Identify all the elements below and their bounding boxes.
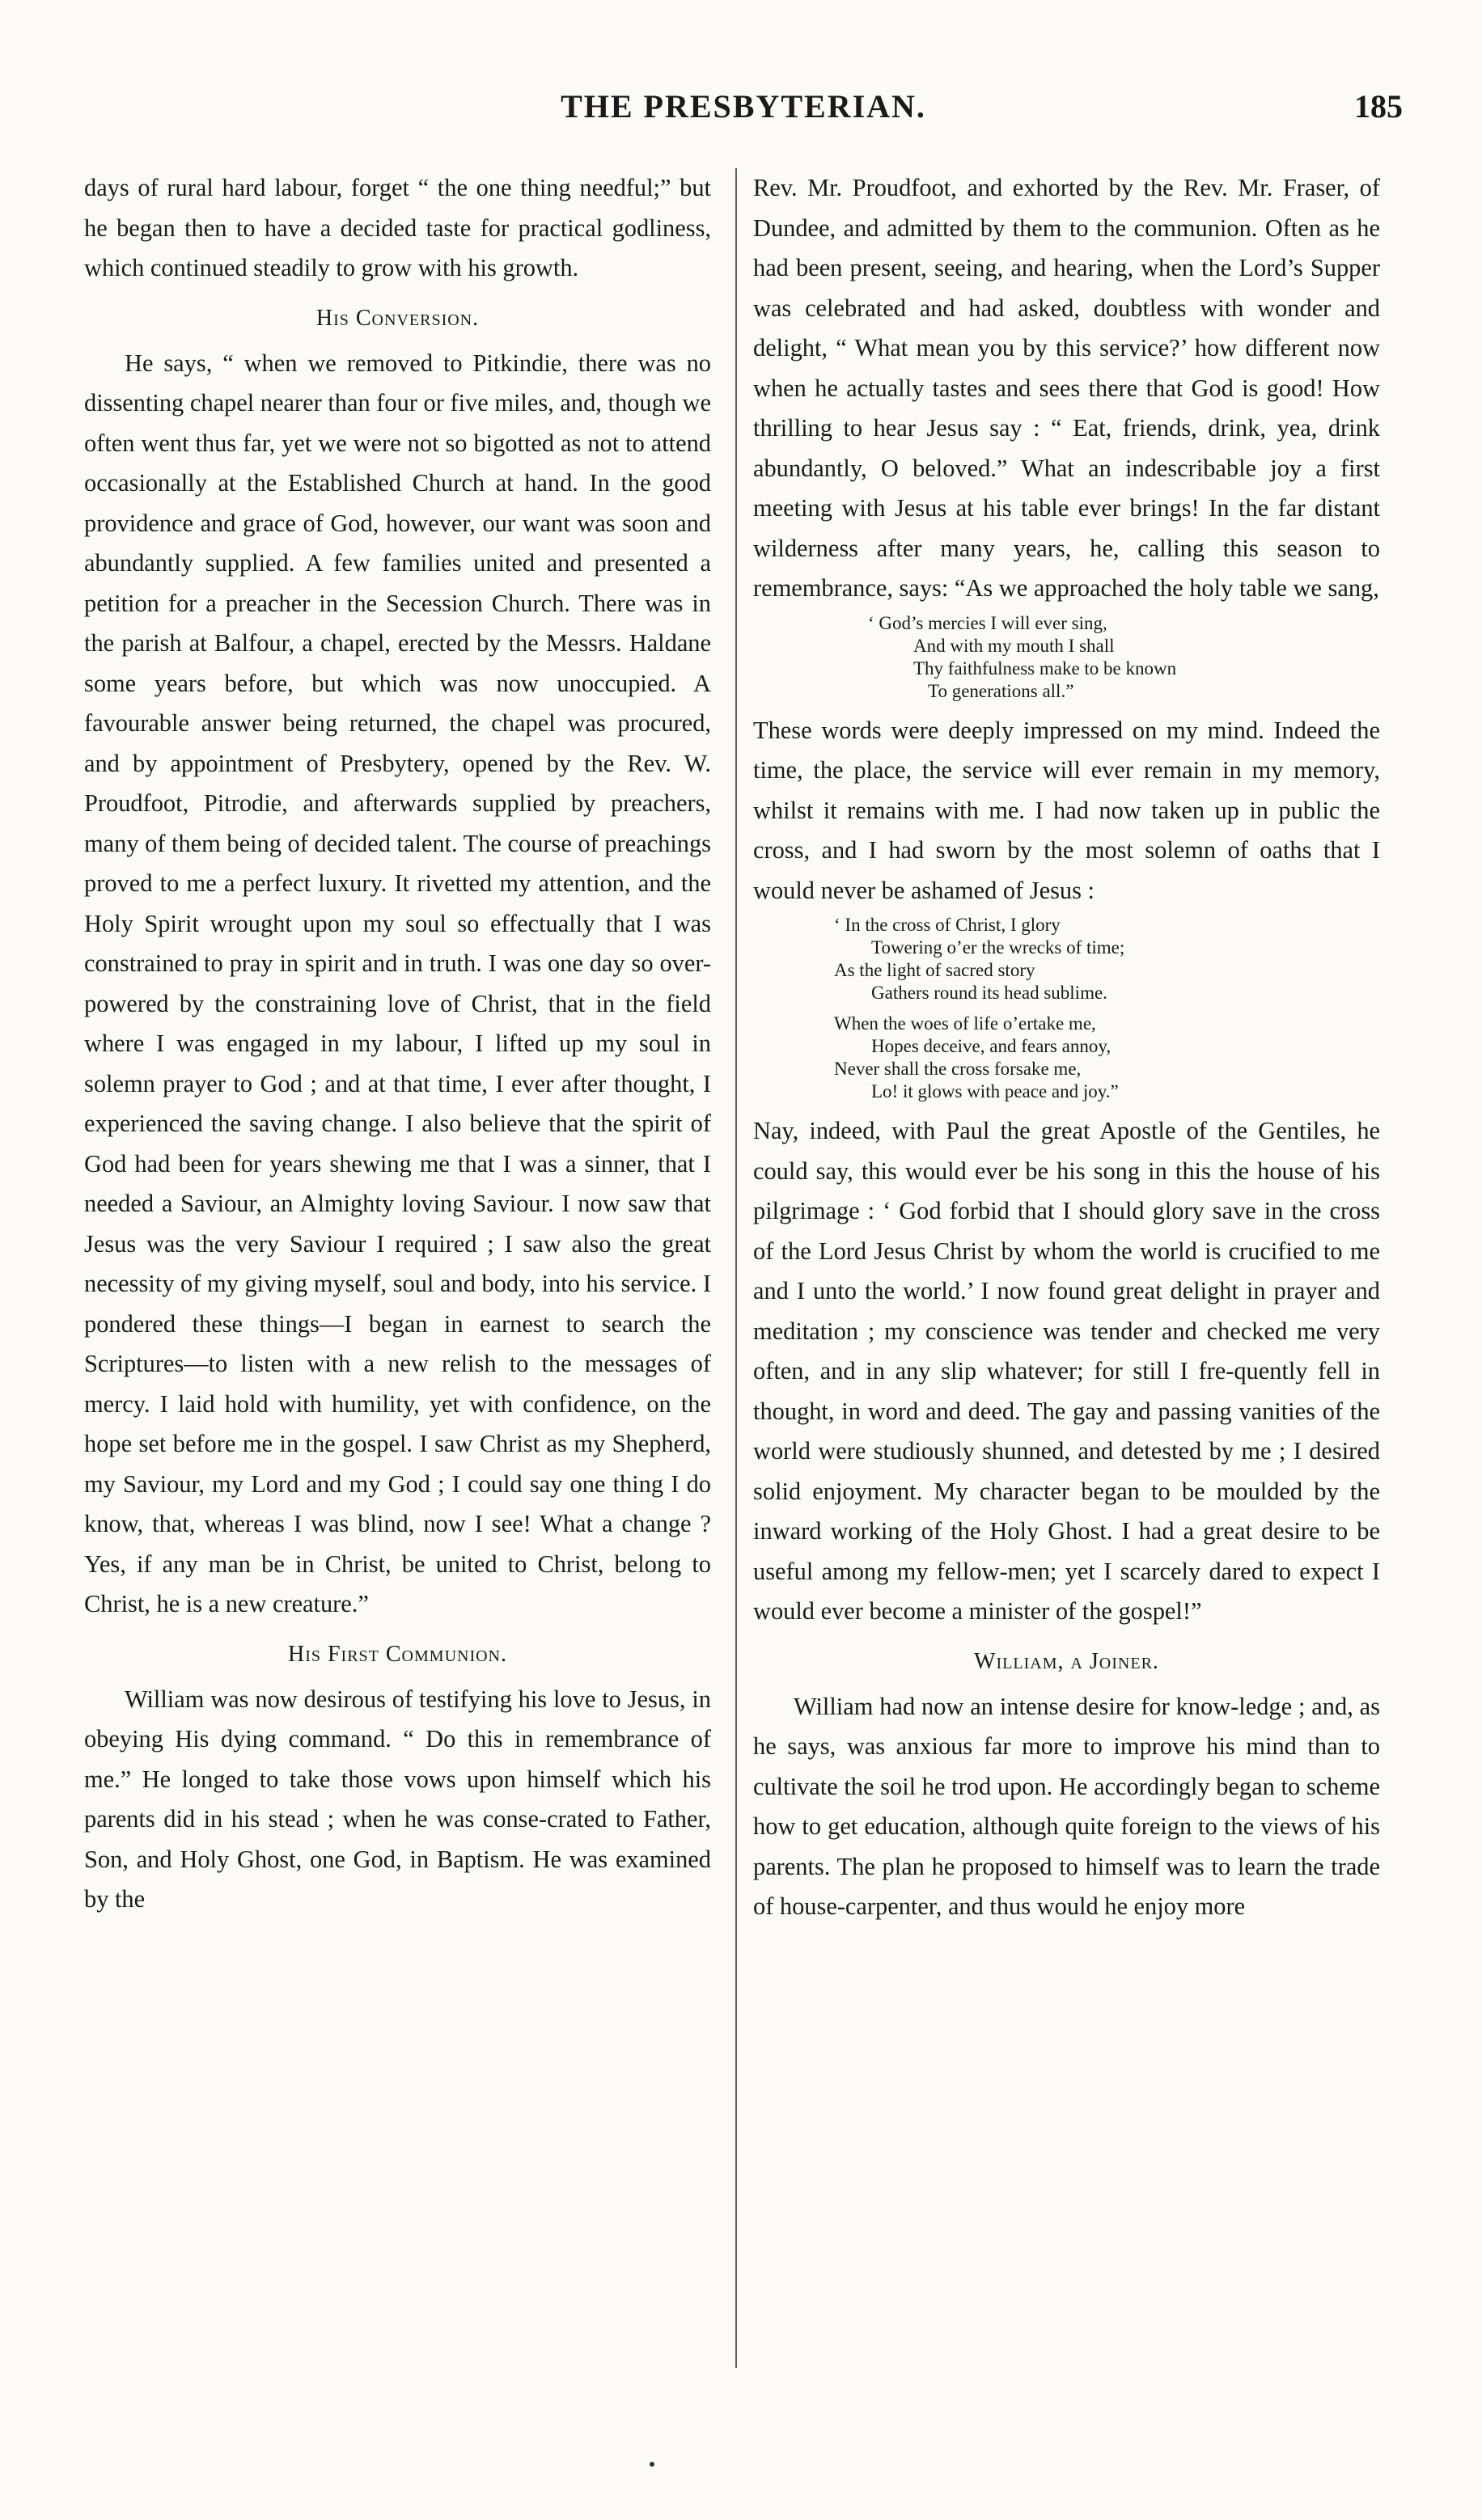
paragraph: days of rural hard labour, forget “ the one thing needful;” but he began then to have a decided taste for practical godliness, which continued steadily to grow with his growth. bbox=[84, 174, 711, 281]
page-header bbox=[84, 87, 1403, 136]
section-heading-conversion: His Conversion. bbox=[315, 305, 480, 331]
paragraph: Rev. Mr. Proudfoot, and exhorted by the Rev. Mr. Fraser, of Dundee, and admitted by them to the communion. Often as he had been present, seeing, and hearing, when the Lord’s Supper was celebrated and had asked, doubtless with wonder and delight, “ What mean you by this service?’ how different now when he actually tastes and sees there that God is good! How thrilling to hear Jesus say : “ Eat, friends, drink, yea, drink abundantly, O beloved.” What an indescribable joy a first meeting with Jesus at his table ever brings! In the far distant wilderness after many years, he, calling this season to remembrance, says: “As we approached the holy table we sang, bbox=[753, 174, 1380, 602]
verse-line: Lo! it glows with peace and joy.” bbox=[871, 1081, 1119, 1101]
verse-line: Towering o’er the wrecks of time; bbox=[871, 937, 1125, 958]
section-heading-first-communion: His First Communion. bbox=[287, 1641, 508, 1667]
right-column bbox=[753, 168, 1380, 1927]
hymn-verse-cross bbox=[753, 914, 1380, 1103]
verse-stanza bbox=[753, 914, 1380, 1004]
verse-line: Thy faithfulness make to be known bbox=[913, 657, 1177, 679]
page-number: 185 bbox=[1354, 88, 1403, 125]
verse-line: When the woes of life o’ertake me, bbox=[834, 1013, 1096, 1034]
verse-line: Gathers round its head sublime. bbox=[871, 983, 1107, 1003]
paragraph: These words were deeply impressed on my mind. Indeed the time, the place, the service will ever remain in my memory, whilst it remains with me. I had now taken up in public the cross, and I had sworn by the most solemn of oaths that I would never be ashamed of Jesus : bbox=[753, 716, 1380, 904]
hymn-verse-psalm bbox=[753, 612, 1380, 703]
verse-line: As the light of sacred story bbox=[834, 960, 1035, 980]
paragraph: Nay, indeed, with Paul the great Apostle of the Gentiles, he could say, this would ever be his song in this the house of his pilgrimage : ‘ God forbid that I should glory save in the cross of the Lord Jesus Christ by whom the world is crucified to me and I unto the world.’ I now found great delight in prayer and meditation ; my conscience was tender and checked me very often, and in any slip whatever; for still I fre-quently fell in thought, in word and deed. The gay and passing vanities of the world were studiously shunned, and detested by me ; I desired solid enjoyment. My character began to be moulded by the inward working of the Holy Ghost. I had a great desire to be useful among my fellow-men; yet I scarcely dared to expect I would ever become a minister of the gospel!” bbox=[753, 1117, 1380, 1625]
verse-line: To generations all.” bbox=[928, 680, 1074, 701]
section-heading-joiner: William, a Joiner. bbox=[974, 1648, 1159, 1674]
verse-line: ‘ God’s mercies I will ever sing, bbox=[868, 612, 1107, 633]
paragraph: He says, “ when we removed to Pitkindie, there was no dissenting chapel nearer than four or five miles, and, though we often went thus far, yet we were not so bigotted as not to attend occasionally at the Established Church at hand. In the good providence and grace of God, however, our want was soon and abundantly supplied. A few families united and presented a petition for a preacher in the Secession Church. There was in the parish at Balfour, a chapel, erected by the Messrs. Haldane some years before, but which was now unoccupied. A favourable answer being returned, the chapel was procured, and by appointment of Presbytery, opened by the Rev. W. Proudfoot, Pitrodie, and afterwards supplied by preachers, many of them being of decided talent. The course of preachings proved to me a perfect luxury. It rivetted my attention, and the Holy Spirit wrought upon my soul so effectually that I was constrained to pray in spirit and in truth. I was one day so over-powered by the constraining love of Christ, that in the field where I was engaged in my labour, I lifted up my soul in solemn prayer to God ; and at that time, I ever after thought, I experienced the saving change. I also believe that the spirit of God had been for years shewing me that I was a sinner, that I needed a Saviour, an Almighty loving Saviour. I now saw that Jesus was the very Saviour I required ; I saw also the great necessity of my giving myself, soul and body, into his service. I pondered these things—I began in earnest to search the Scriptures—to listen with a new relish to the messages of mercy. I laid hold with humility, yet with confidence, on the hope set before me in the gospel. I saw Christ as my Shepherd, my Saviour, my Lord and my God ; I could say one thing I do know, that, whereas I was blind, now I see! What a change ? Yes, if any man be in Christ, be united to Christ, belong to Christ, he is a new creature.” bbox=[84, 349, 711, 1617]
paragraph: William was now desirous of testifying his love to Jesus, in obeying His dying command. “ Do this in remembrance of me.” He longed to take those vows upon himself which his parents did in his stead ; when he was conse-crated to Father, Son, and Holy Ghost, one God, in Baptism. He was examined by the bbox=[84, 1685, 711, 1913]
verse-line: ‘ In the cross of Christ, I glory bbox=[834, 915, 1061, 935]
verse-line: Never shall the cross forsake me, bbox=[834, 1059, 1082, 1079]
verse-line: And with my mouth I shall bbox=[913, 635, 1115, 656]
verse-stanza bbox=[753, 612, 1380, 703]
verse-line: Hopes deceive, and fears annoy, bbox=[871, 1036, 1112, 1056]
left-column bbox=[84, 168, 711, 1920]
paragraph: William had now an intense desire for know-ledge ; and, as he says, was anxious far more to improve his mind than to cultivate the soil he trod upon. He accordingly began to scheme how to get education, although quite foreign to the views of his parents. The plan he proposed to himself was to learn the trade of house-carpenter, and thus would he enjoy more bbox=[753, 1692, 1380, 1920]
verse-stanza bbox=[753, 1013, 1380, 1103]
column-divider bbox=[735, 168, 737, 2368]
running-title: THE PRESBYTERIAN. bbox=[561, 88, 926, 125]
ink-speck bbox=[650, 2462, 654, 2467]
